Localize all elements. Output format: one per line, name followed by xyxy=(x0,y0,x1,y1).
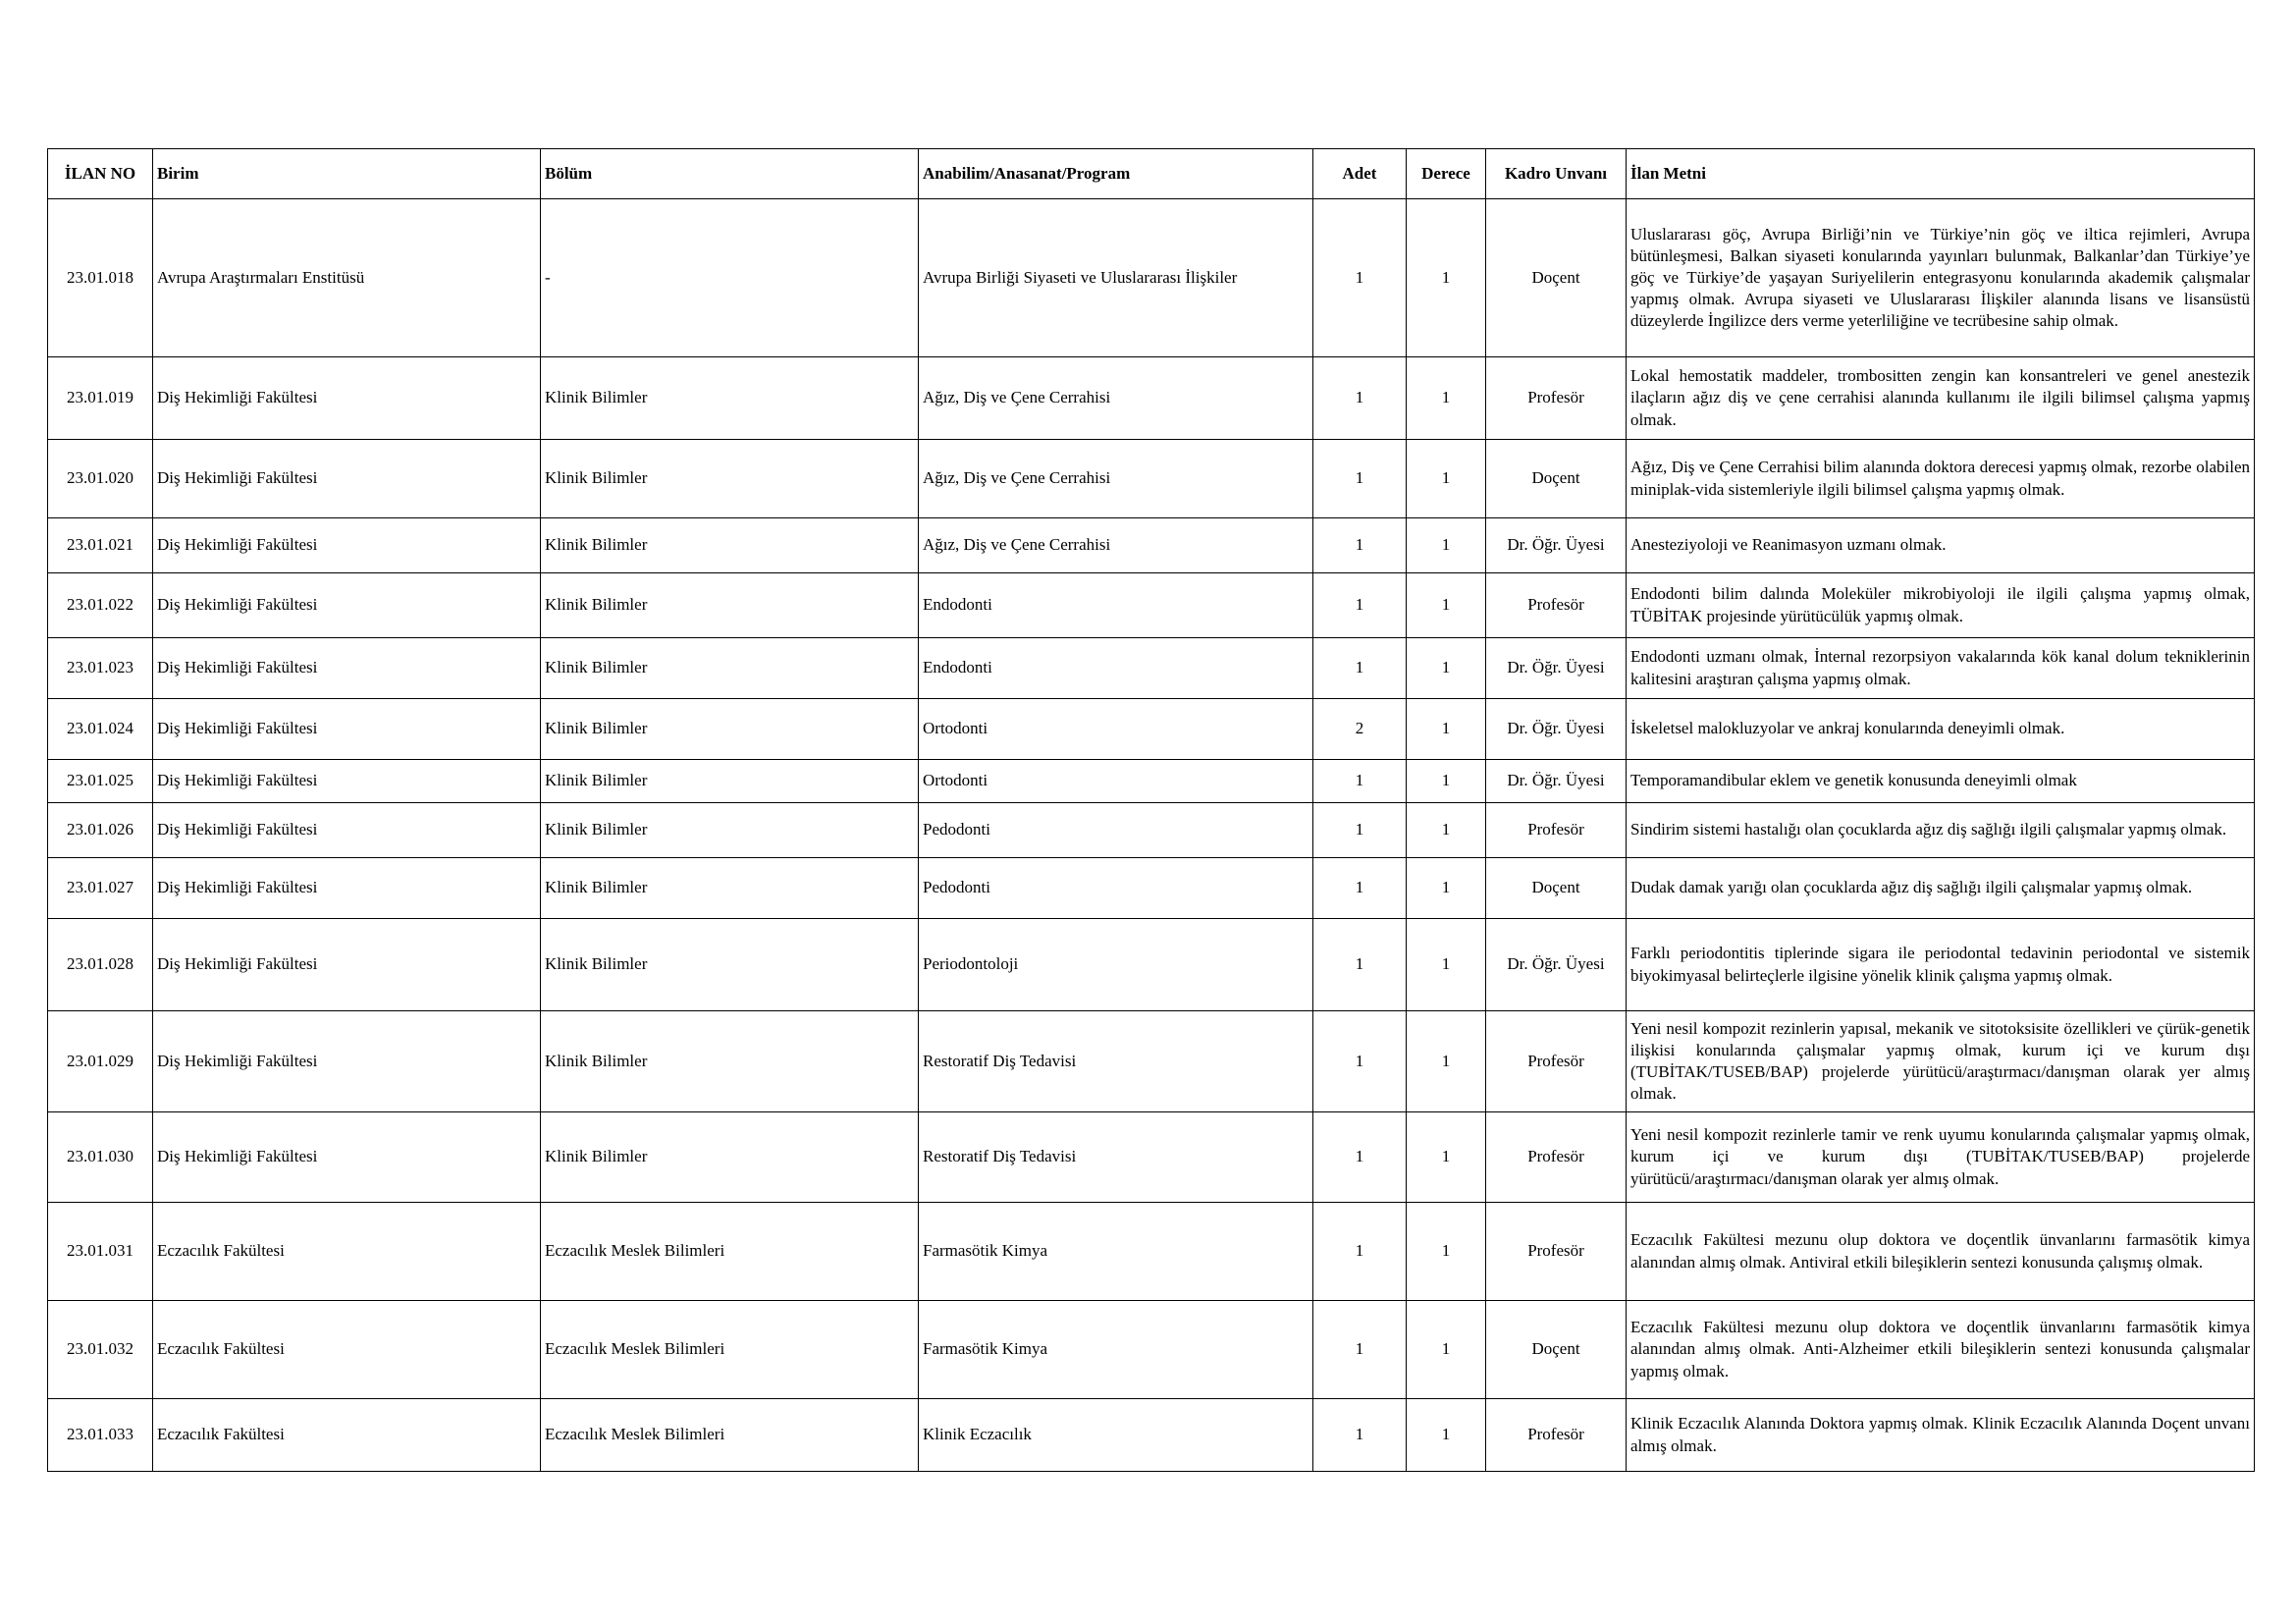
cell-kadro: Dr. Öğr. Üyesi xyxy=(1486,760,1627,803)
cell-adet: 1 xyxy=(1313,919,1407,1011)
cell-derece: 1 xyxy=(1407,1112,1486,1203)
cell-metin: Uluslararası göç, Avrupa Birliği’nin ve Türkiye’nin göç ve iltica rejimleri, Avrupa bütünleşmesi, Balkan siyaseti konularında yayınları bulunmak, Balkanlar’dan Türkiye’ye göç ve Türkiye’de yaşayan Suriyelilerin entegrasyonu konularında akademik çalışmalar yapmış olmak. Avrupa siyaseti ve Uluslararası İlişkiler alanında lisans ve lisansüstü düzeylerde İngilizce ders verme yeterliliğine ve tecrübesine sahip olmak. xyxy=(1627,199,2255,357)
cell-kadro: Profesör xyxy=(1486,1112,1627,1203)
cell-anabilim: Pedodonti xyxy=(919,803,1313,858)
cell-birim: Diş Hekimliği Fakültesi xyxy=(153,440,541,518)
header-derece: Derece xyxy=(1407,149,1486,199)
cell-ilan-no: 23.01.031 xyxy=(48,1203,153,1301)
cell-derece: 1 xyxy=(1407,858,1486,919)
cell-bolum: Klinik Bilimler xyxy=(541,699,919,760)
table-row xyxy=(48,1203,2255,1301)
cell-anabilim: Restoratif Diş Tedavisi xyxy=(919,1011,1313,1112)
cell-metin: Yeni nesil kompozit rezinlerin yapısal, mekanik ve sitotoksisite özellikleri ve çürük-genetik ilişkisi konularında çalışmalar yapmış olmak, kurum içi ve kurum dışı (TUBİTAK/TUSEB/BAP) projelerde yürütücü/araştırmacı/danışman olarak yer almış olmak. xyxy=(1627,1011,2255,1112)
cell-adet: 1 xyxy=(1313,440,1407,518)
cell-anabilim: Ortodonti xyxy=(919,699,1313,760)
cell-metin: Sindirim sistemi hastalığı olan çocuklarda ağız diş sağlığı ilgili çalışmalar yapmış olmak. xyxy=(1627,803,2255,858)
table-row xyxy=(48,699,2255,760)
cell-metin: Yeni nesil kompozit rezinlerle tamir ve renk uyumu konularında çalışmalar yapmış olmak, kurum içi ve kurum dışı (TUBİTAK/TUSEB/BAP) projelerde yürütücü/araştırmacı/danışman olarak yer almış olmak. xyxy=(1627,1112,2255,1203)
cell-metin: Klinik Eczacılık Alanında Doktora yapmış olmak. Klinik Eczacılık Alanında Doçent unvanı almış olmak. xyxy=(1627,1399,2255,1472)
cell-kadro: Profesör xyxy=(1486,803,1627,858)
cell-bolum: Klinik Bilimler xyxy=(541,919,919,1011)
cell-ilan-no: 23.01.022 xyxy=(48,573,153,638)
table-row xyxy=(48,440,2255,518)
cell-kadro: Profesör xyxy=(1486,1399,1627,1472)
cell-bolum: - xyxy=(541,199,919,357)
cell-metin: Dudak damak yarığı olan çocuklarda ağız diş sağlığı ilgili çalışmalar yapmış olmak. xyxy=(1627,858,2255,919)
cell-ilan-no: 23.01.030 xyxy=(48,1112,153,1203)
table-row xyxy=(48,199,2255,357)
cell-ilan-no: 23.01.025 xyxy=(48,760,153,803)
header-anabilim: Anabilim/Anasanat/Program xyxy=(919,149,1313,199)
cell-metin: Farklı periodontitis tiplerinde sigara ile periodontal tedavinin periodontal ve sistemik biyokimyasal belirteçlerle ilgisine yönelik klinik çalışma yapmış olmak. xyxy=(1627,919,2255,1011)
header-birim: Birim xyxy=(153,149,541,199)
cell-adet: 1 xyxy=(1313,1301,1407,1399)
cell-ilan-no: 23.01.019 xyxy=(48,357,153,440)
header-bolum: Bölüm xyxy=(541,149,919,199)
cell-bolum: Klinik Bilimler xyxy=(541,357,919,440)
cell-birim: Diş Hekimliği Fakültesi xyxy=(153,760,541,803)
cell-bolum: Eczacılık Meslek Bilimleri xyxy=(541,1399,919,1472)
cell-derece: 1 xyxy=(1407,803,1486,858)
cell-anabilim: Endodonti xyxy=(919,638,1313,699)
cell-derece: 1 xyxy=(1407,1203,1486,1301)
cell-ilan-no: 23.01.024 xyxy=(48,699,153,760)
cell-birim: Eczacılık Fakültesi xyxy=(153,1203,541,1301)
cell-bolum: Klinik Bilimler xyxy=(541,573,919,638)
cell-birim: Diş Hekimliği Fakültesi xyxy=(153,638,541,699)
cell-bolum: Klinik Bilimler xyxy=(541,1112,919,1203)
cell-kadro: Doçent xyxy=(1486,199,1627,357)
cell-bolum: Klinik Bilimler xyxy=(541,518,919,573)
cell-kadro: Dr. Öğr. Üyesi xyxy=(1486,518,1627,573)
cell-kadro: Dr. Öğr. Üyesi xyxy=(1486,638,1627,699)
cell-adet: 1 xyxy=(1313,1011,1407,1112)
cell-adet: 1 xyxy=(1313,803,1407,858)
cell-bolum: Klinik Bilimler xyxy=(541,803,919,858)
cell-anabilim: Ağız, Diş ve Çene Cerrahisi xyxy=(919,440,1313,518)
cell-anabilim: Restoratif Diş Tedavisi xyxy=(919,1112,1313,1203)
cell-adet: 1 xyxy=(1313,573,1407,638)
cell-birim: Diş Hekimliği Fakültesi xyxy=(153,1112,541,1203)
cell-ilan-no: 23.01.033 xyxy=(48,1399,153,1472)
cell-birim: Eczacılık Fakültesi xyxy=(153,1301,541,1399)
table-row xyxy=(48,357,2255,440)
cell-adet: 1 xyxy=(1313,1203,1407,1301)
table-row xyxy=(48,858,2255,919)
cell-adet: 1 xyxy=(1313,357,1407,440)
cell-metin: Ağız, Diş ve Çene Cerrahisi bilim alanında doktora derecesi yapmış olmak, rezorbe olabilen miniplak-vida sistemleriyle ilgili bilimsel çalışma yapmış olmak. xyxy=(1627,440,2255,518)
cell-adet: 1 xyxy=(1313,199,1407,357)
cell-birim: Diş Hekimliği Fakültesi xyxy=(153,803,541,858)
cell-metin: Temporamandibular eklem ve genetik konusunda deneyimli olmak xyxy=(1627,760,2255,803)
cell-ilan-no: 23.01.020 xyxy=(48,440,153,518)
cell-adet: 1 xyxy=(1313,760,1407,803)
cell-bolum: Klinik Bilimler xyxy=(541,760,919,803)
cell-anabilim: Endodonti xyxy=(919,573,1313,638)
cell-derece: 1 xyxy=(1407,573,1486,638)
cell-anabilim: Farmasötik Kimya xyxy=(919,1301,1313,1399)
cell-anabilim: Ağız, Diş ve Çene Cerrahisi xyxy=(919,518,1313,573)
cell-birim: Avrupa Araştırmaları Enstitüsü xyxy=(153,199,541,357)
cell-ilan-no: 23.01.029 xyxy=(48,1011,153,1112)
cell-metin: Eczacılık Fakültesi mezunu olup doktora ve doçentlik ünvanlarını farmasötik kimya alanından almış olmak. Anti-Alzheimer etkili bileşiklerin sentezi konusunda çalışmalar yapmış olmak. xyxy=(1627,1301,2255,1399)
table-row xyxy=(48,518,2255,573)
cell-anabilim: Farmasötik Kimya xyxy=(919,1203,1313,1301)
cell-bolum: Klinik Bilimler xyxy=(541,638,919,699)
cell-bolum: Klinik Bilimler xyxy=(541,858,919,919)
cell-metin: Endodonti bilim dalında Moleküler mikrobiyoloji ile ilgili çalışma yapmış olmak, TÜBİTAK projesinde yürütücülük yapmış olmak. xyxy=(1627,573,2255,638)
cell-birim: Eczacılık Fakültesi xyxy=(153,1399,541,1472)
cell-derece: 1 xyxy=(1407,1011,1486,1112)
cell-metin: Anesteziyoloji ve Reanimasyon uzmanı olmak. xyxy=(1627,518,2255,573)
cell-anabilim: Ortodonti xyxy=(919,760,1313,803)
cell-anabilim: Periodontoloji xyxy=(919,919,1313,1011)
cell-kadro: Profesör xyxy=(1486,1011,1627,1112)
cell-adet: 2 xyxy=(1313,699,1407,760)
table-row xyxy=(48,1011,2255,1112)
cell-anabilim: Klinik Eczacılık xyxy=(919,1399,1313,1472)
cell-bolum: Klinik Bilimler xyxy=(541,1011,919,1112)
cell-ilan-no: 23.01.032 xyxy=(48,1301,153,1399)
cell-birim: Diş Hekimliği Fakültesi xyxy=(153,1011,541,1112)
cell-derece: 1 xyxy=(1407,357,1486,440)
cell-derece: 1 xyxy=(1407,919,1486,1011)
cell-metin: Endodonti uzmanı olmak, İnternal rezorpsiyon vakalarında kök kanal dolum tekniklerinin kalitesini araştıran çalışma yapmış olmak. xyxy=(1627,638,2255,699)
cell-bolum: Klinik Bilimler xyxy=(541,440,919,518)
cell-birim: Diş Hekimliği Fakültesi xyxy=(153,518,541,573)
cell-adet: 1 xyxy=(1313,1112,1407,1203)
table-row xyxy=(48,1301,2255,1399)
cell-anabilim: Ağız, Diş ve Çene Cerrahisi xyxy=(919,357,1313,440)
cell-derece: 1 xyxy=(1407,440,1486,518)
cell-kadro: Doçent xyxy=(1486,858,1627,919)
cell-kadro: Doçent xyxy=(1486,440,1627,518)
cell-birim: Diş Hekimliği Fakültesi xyxy=(153,919,541,1011)
cell-anabilim: Pedodonti xyxy=(919,858,1313,919)
cell-kadro: Profesör xyxy=(1486,357,1627,440)
announcement-table xyxy=(47,148,2255,1472)
cell-ilan-no: 23.01.021 xyxy=(48,518,153,573)
header-ilan-no: İLAN NO xyxy=(48,149,153,199)
table-row xyxy=(48,1399,2255,1472)
cell-adet: 1 xyxy=(1313,518,1407,573)
cell-metin: Lokal hemostatik maddeler, trombositten zengin kan konsantreleri ve genel anestezik ilaçların ağız diş ve çene cerrahisi alanında kullanımı ile ilgili bilimsel çalışma yapmış olmak. xyxy=(1627,357,2255,440)
cell-derece: 1 xyxy=(1407,1399,1486,1472)
cell-derece: 1 xyxy=(1407,199,1486,357)
cell-derece: 1 xyxy=(1407,1301,1486,1399)
cell-kadro: Profesör xyxy=(1486,573,1627,638)
table-row xyxy=(48,760,2255,803)
cell-anabilim: Avrupa Birliği Siyaseti ve Uluslararası İlişkiler xyxy=(919,199,1313,357)
cell-adet: 1 xyxy=(1313,638,1407,699)
table-row xyxy=(48,573,2255,638)
cell-derece: 1 xyxy=(1407,518,1486,573)
cell-derece: 1 xyxy=(1407,760,1486,803)
cell-ilan-no: 23.01.027 xyxy=(48,858,153,919)
cell-ilan-no: 23.01.028 xyxy=(48,919,153,1011)
header-row xyxy=(48,149,2255,199)
header-kadro: Kadro Unvanı xyxy=(1486,149,1627,199)
cell-ilan-no: 23.01.026 xyxy=(48,803,153,858)
cell-ilan-no: 23.01.018 xyxy=(48,199,153,357)
cell-birim: Diş Hekimliği Fakültesi xyxy=(153,573,541,638)
cell-birim: Diş Hekimliği Fakültesi xyxy=(153,357,541,440)
cell-kadro: Dr. Öğr. Üyesi xyxy=(1486,919,1627,1011)
cell-derece: 1 xyxy=(1407,699,1486,760)
cell-kadro: Doçent xyxy=(1486,1301,1627,1399)
table-row xyxy=(48,638,2255,699)
cell-adet: 1 xyxy=(1313,1399,1407,1472)
cell-kadro: Dr. Öğr. Üyesi xyxy=(1486,699,1627,760)
cell-bolum: Eczacılık Meslek Bilimleri xyxy=(541,1203,919,1301)
table-row xyxy=(48,1112,2255,1203)
table-row xyxy=(48,803,2255,858)
cell-adet: 1 xyxy=(1313,858,1407,919)
header-metin: İlan Metni xyxy=(1627,149,2255,199)
cell-bolum: Eczacılık Meslek Bilimleri xyxy=(541,1301,919,1399)
cell-metin: İskeletsel malokluzyolar ve ankraj konularında deneyimli olmak. xyxy=(1627,699,2255,760)
cell-metin: Eczacılık Fakültesi mezunu olup doktora ve doçentlik ünvanlarını farmasötik kimya alanından almış olmak. Antiviral etkili bileşiklerin sentezi konusunda çalışmış olmak. xyxy=(1627,1203,2255,1301)
cell-birim: Diş Hekimliği Fakültesi xyxy=(153,858,541,919)
cell-birim: Diş Hekimliği Fakültesi xyxy=(153,699,541,760)
header-adet: Adet xyxy=(1313,149,1407,199)
table-row xyxy=(48,919,2255,1011)
cell-kadro: Profesör xyxy=(1486,1203,1627,1301)
cell-derece: 1 xyxy=(1407,638,1486,699)
cell-ilan-no: 23.01.023 xyxy=(48,638,153,699)
